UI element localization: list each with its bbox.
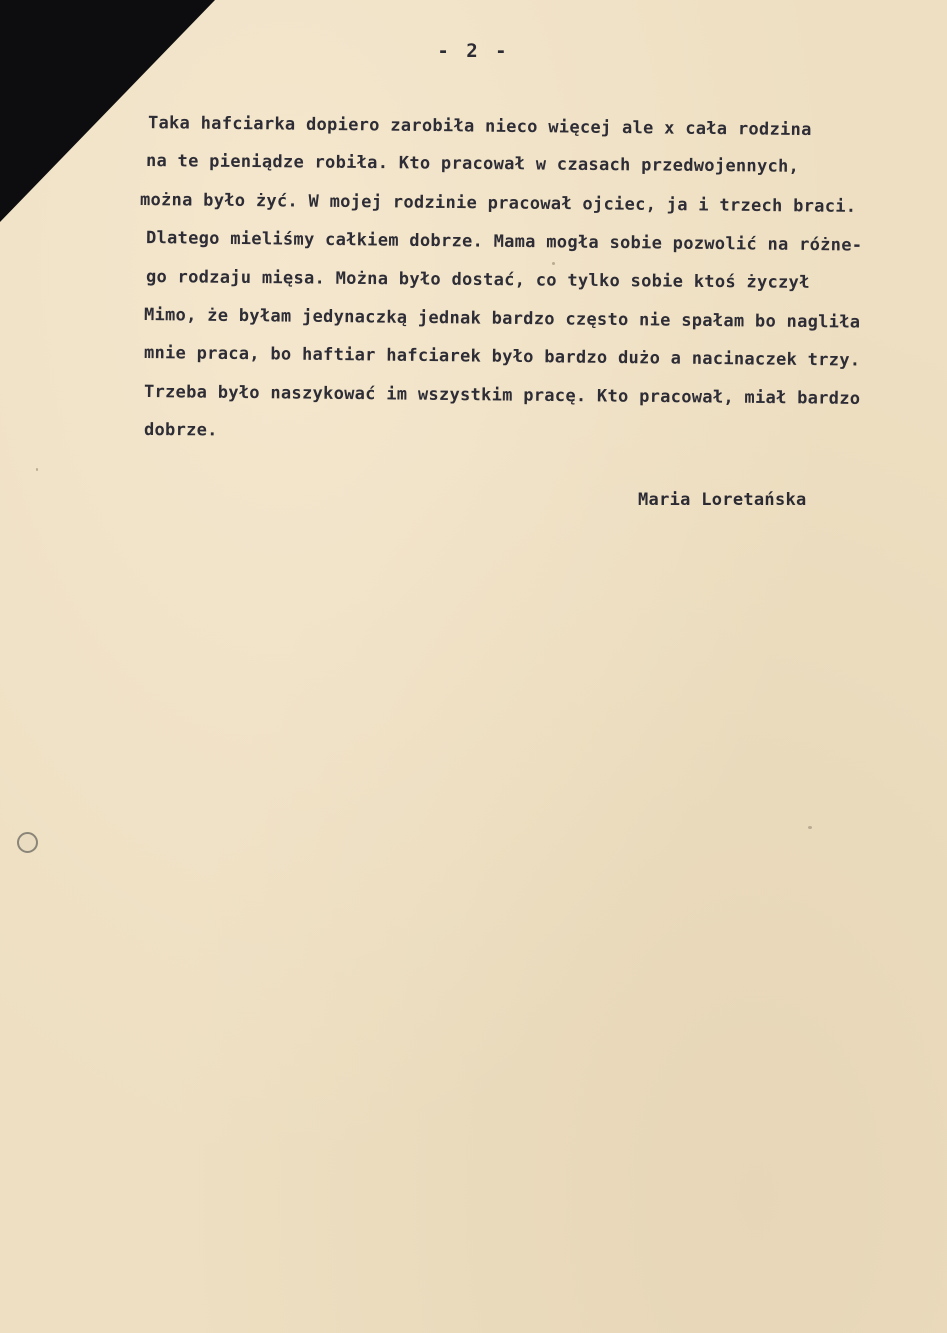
text-line: mnie praca, bo haftiar hafciarek było bardzo dużo a nacinaczek trzy. — [143, 343, 861, 371]
paper-speck — [36, 468, 38, 471]
text-line: na te pieniądze robiła. Kto pracował w czasach przedwojennych, — [145, 151, 800, 178]
text-line: go rodzaju mięsa. Można było dostać, co tylko sobie ktoś życzył — [145, 266, 810, 293]
paper-speck — [552, 262, 555, 265]
text-line: Trzeba było naszykować im wszystkim pracę. Kto pracował, miał bardzo — [143, 381, 861, 409]
text-line: Taka hafciarka dopiero zarobiła nieco więcej ale x cała rodzina — [147, 113, 812, 141]
page-number: - 2 - — [437, 40, 510, 62]
text-line: można było żyć. W mojej rodzinie pracował ojciec, ja i trzech braci. — [139, 189, 857, 217]
text-line: Mimo, że byłam jedynaczką jednak bardzo często nie spałam bo nagliła — [143, 304, 861, 333]
text-line: Dlatego mieliśmy całkiem dobrze. Mama mogła sobie pozwolić na różne- — [145, 228, 863, 256]
paper-speck — [808, 826, 812, 829]
text-line: dobrze. — [143, 420, 218, 441]
body-text — [140, 104, 940, 450]
signature-name: Maria Loretańska — [638, 490, 807, 510]
punch-hole — [17, 832, 38, 853]
